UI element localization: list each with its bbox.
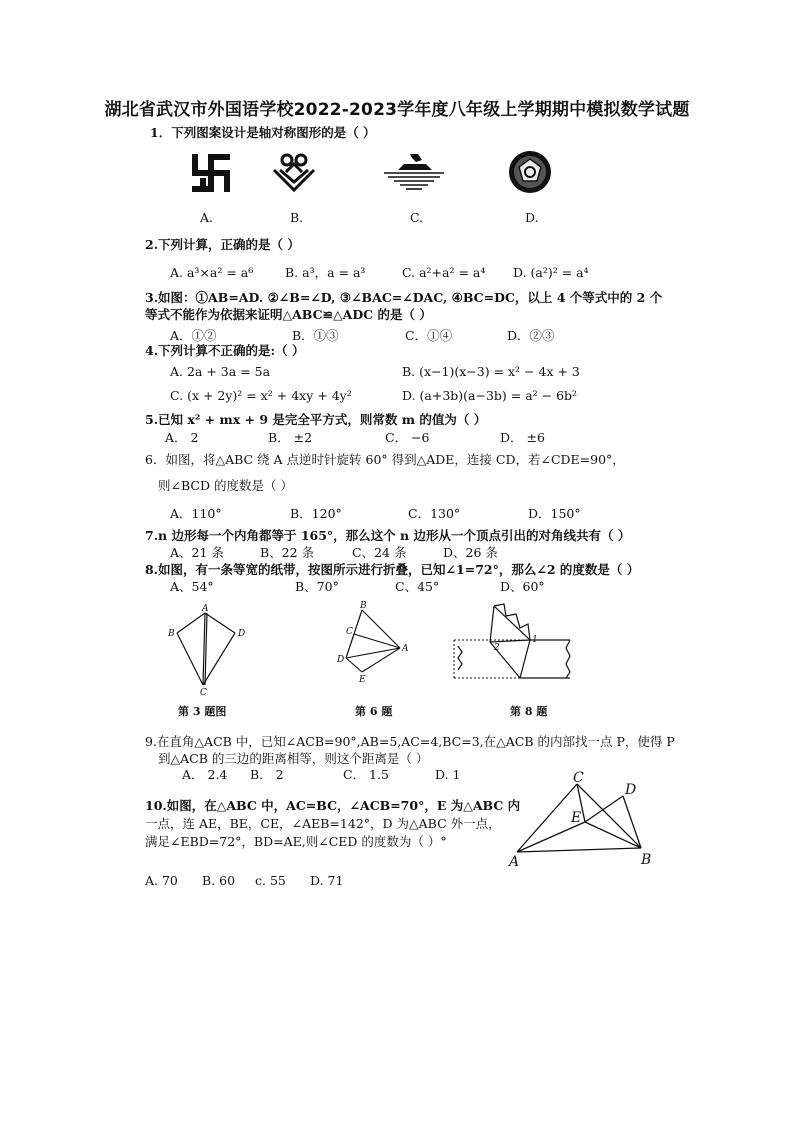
fig6-caption: 第 6 题 <box>355 705 393 718</box>
q10-line3: 满足∠EBD=72°，BD=AE,则∠CED 的度数为（ ）° <box>145 834 447 849</box>
fig3-label-a: A <box>202 604 209 614</box>
q9-option-b: B． 2 <box>250 767 284 782</box>
q9-option-a: A． 2.4 <box>182 767 228 782</box>
q1-option-c: C. <box>410 210 424 225</box>
q3-option-b: B．①③ <box>292 328 339 343</box>
q2-option-c: C. a²+a² = a⁴ <box>402 265 486 280</box>
q1-option-d: D. <box>525 210 539 225</box>
q9-option-c: C． 1.5 <box>343 767 389 782</box>
fig6-label-b: B <box>360 601 367 611</box>
q7-option-a: A、21 条 <box>170 545 224 560</box>
fig10-label-b: B <box>641 852 652 868</box>
q4-option-c: C. (x + 2y)² = x² + 4xy + 4y² <box>170 388 352 403</box>
q1-option-a: A. <box>200 210 214 225</box>
q8-stem: 8.如图，有一条等宽的纸带，按图所示进行折叠，已知∠1=72°，那么∠2 的度数是（ ） <box>145 562 640 577</box>
q5-option-d: D． ±6 <box>500 430 545 445</box>
q1-stem: 1．下列图案设计是轴对称图形的是（ ） <box>150 125 376 140</box>
q1-figure-a <box>190 152 232 194</box>
q7-stem: 7.n 边形每一个内角都等于 165°，那么这个 n 边形从一个顶点引出的对角线共有（ ） <box>145 528 631 543</box>
q7-option-c: C、24 条 <box>352 545 407 560</box>
q7-option-b: B、22 条 <box>260 545 315 560</box>
fig8-label-1: 1 <box>532 635 538 645</box>
fig3-label-b: B <box>168 629 175 639</box>
q1-figure-b <box>270 150 318 194</box>
q2-stem: 2.下列计算，正确的是（ ） <box>145 237 300 252</box>
page-title: 湖北省武汉市外国语学校2022-2023学年度八年级上学期期中模拟数学试题 <box>104 100 690 120</box>
q10-line2: 一点，连 AE，BE，CE，∠AEB=142°，D 为△ABC 外一点， <box>145 816 501 831</box>
q9-line1: 9.在直角△ACB 中，已知∠ACB=90°,AB=5,AC=4,BC=3,在△ACB 的内部找一点 P，使得 P <box>145 734 675 749</box>
q6-line1: 6．如图，将△ABC 绕 A 点逆时针旋转 60° 得到△ADE，连接 CD，若∠CDE=90°， <box>145 452 625 467</box>
q4-option-b: B. (x−1)(x−3) = x² − 4x + 3 <box>402 364 580 379</box>
fig10-label-d: D <box>625 782 637 798</box>
q6-option-d: D．150° <box>528 506 581 521</box>
q4-option-a: A. 2a + 3a = 5a <box>170 364 271 379</box>
q2-option-a: A. a³×a² = a⁶ <box>170 265 254 280</box>
q2-option-b: B. a³，a = a³ <box>285 265 366 280</box>
q3-line2: 等式不能作为依据来证明△ABC≌△ADC 的是（ ） <box>145 307 432 322</box>
fig8-diagram <box>450 598 585 688</box>
fig3-caption: 第 3 题图 <box>178 705 227 718</box>
q5-option-b: B． ±2 <box>268 430 313 445</box>
fig10-label-c: C <box>573 770 584 786</box>
q10-line1: 10.如图，在△ABC 中，AC=BC，∠ACB=70°，E 为△ABC 内 <box>145 798 521 813</box>
q9-option-d: D. 1 <box>435 767 461 782</box>
fig8-label-2: 2 <box>494 643 500 653</box>
fig3-label-d: D <box>238 629 246 639</box>
q10-option-c: c. 55 <box>255 873 286 888</box>
fig6-label-a: A <box>402 644 409 654</box>
fig6-label-c: C <box>346 627 353 637</box>
q1-figure-c <box>382 150 446 194</box>
q10-option-a: A. 70 <box>145 873 178 888</box>
q7-option-d: D、26 条 <box>443 545 498 560</box>
q4-option-d: D. (a+3b)(a−3b) = a² − 6b² <box>402 388 578 403</box>
q10-option-d: D. 71 <box>310 873 344 888</box>
fig10-label-e: E <box>571 810 582 826</box>
fig3-label-c: C <box>200 688 207 698</box>
q5-stem: 5.已知 x² + mx + 9 是完全平方式，则常数 m 的值为（ ） <box>145 412 487 427</box>
q6-option-b: B．120° <box>290 506 342 521</box>
fig3-diagram <box>165 605 255 700</box>
q8-option-b: B、70° <box>295 579 339 594</box>
q8-option-d: D、60° <box>500 579 545 594</box>
q1-option-b: B. <box>290 210 304 225</box>
q3-option-a: A．①② <box>170 328 217 343</box>
fig10-diagram <box>505 770 655 870</box>
fig6-diagram <box>332 600 412 685</box>
q6-option-c: C．130° <box>408 506 461 521</box>
q5-option-a: A． 2 <box>165 430 199 445</box>
q8-option-a: A、54° <box>170 579 214 594</box>
fig8-caption: 第 8 题 <box>510 705 548 718</box>
q3-option-c: C．①④ <box>405 328 453 343</box>
fig10-label-a: A <box>509 854 520 870</box>
fig6-label-e: E <box>359 675 366 685</box>
q8-option-c: C、45° <box>395 579 440 594</box>
q9-line2: 到△ACB 的三边的距离相等，则这个距离是（ ） <box>158 751 429 766</box>
q1-figure-d <box>508 150 552 194</box>
fig6-label-d: D <box>337 655 345 665</box>
q10-option-b: B. 60 <box>202 873 236 888</box>
q4-stem: 4.下列计算不正确的是:（ ） <box>145 343 305 358</box>
q3-line1: 3.如图：①AB=AD. ②∠B=∠D, ③∠BAC=∠DAC, ④BC=DC，以上 4 个等式中的 2 个 <box>145 290 663 305</box>
q3-option-d: D．②③ <box>507 328 555 343</box>
q6-option-a: A．110° <box>170 506 222 521</box>
q5-option-c: C． −6 <box>385 430 430 445</box>
q6-line2: 则∠BCD 的度数是（ ） <box>158 478 293 493</box>
q2-option-d: D. (a²)² = a⁴ <box>513 265 589 280</box>
